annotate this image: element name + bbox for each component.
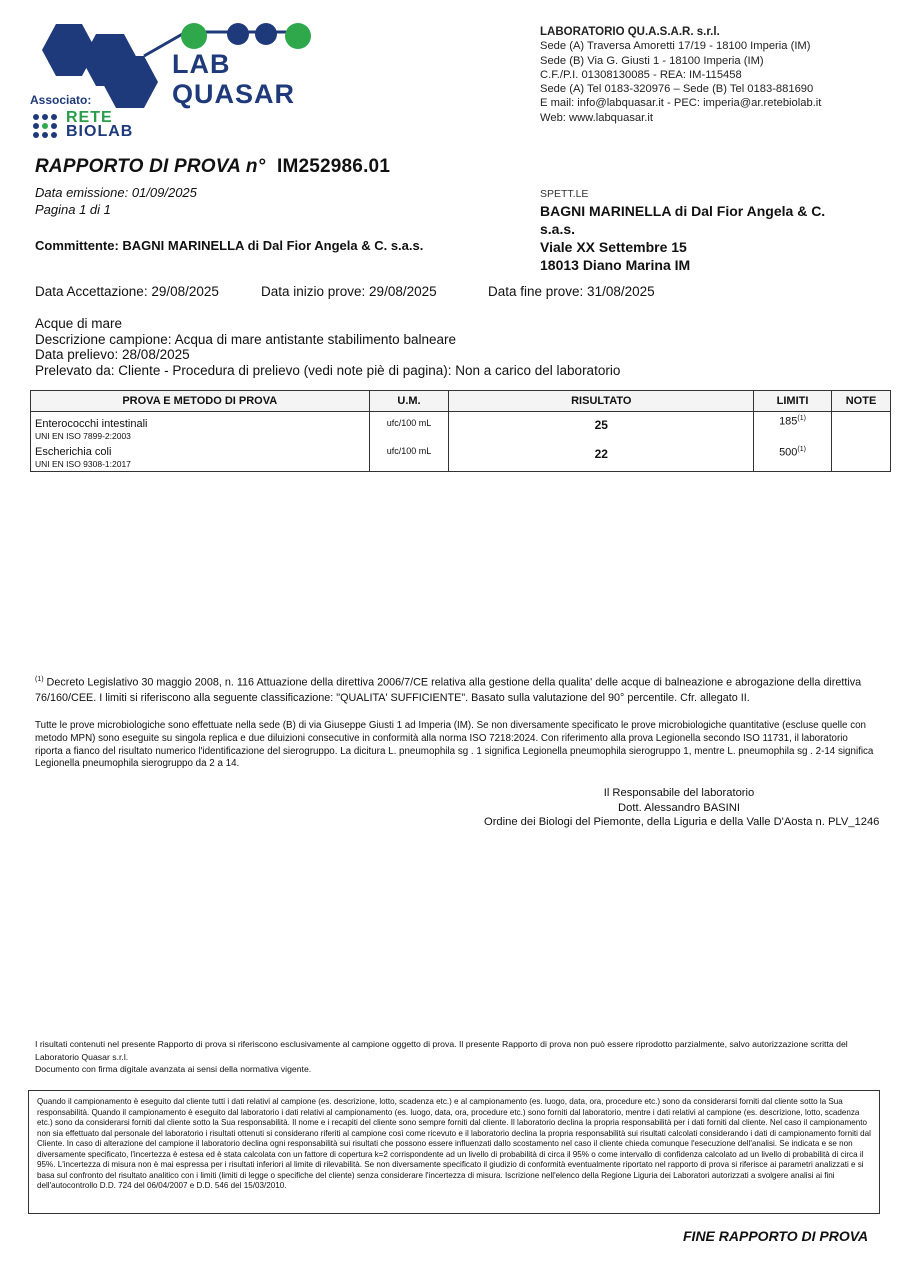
signature-block [484, 786, 880, 830]
recipient-name-2: s.a.s. [540, 221, 576, 237]
sample-date: Data prelievo: 28/08/2025 [35, 347, 190, 363]
signature-name: Dott. Alessandro BASINI [618, 801, 740, 814]
limit-value: 500 [779, 446, 798, 459]
report-meta [35, 184, 197, 218]
table-row [31, 443, 891, 472]
legal-notes-box: Quando il campionamento è eseguito dal cliente tutti i dati relativi al campione (es. descrizione, lotto, scadenza etc.) e al campionamento (es. luogo, data, ora, procedure etc.) sono da considerarsi forniti dal cliente sotto la Sua responsabilità. Quando il campionamento è eseguito dal laboratorio i dati relativi al campionamento (es. luogo, data, ora, procedure etc.) sono forniti dal laboratorio, mentre i dati relativi al campione (es. descrizione, lotto, scadenza etc.) sono da considerarsi forniti dal cliente sotto la Sua responsabilità. Il nome e i recapiti del cliente sono sempre forniti dal cliente. Il laboratorio declina la propria responsabilità per i dati forniti dal cliente. Nel caso il campionamento non sia effettuato dal personale del laboratorio i risultati ottenuti si considerano riferiti al campione così come ricevuto e il laboratorio declina la propria responsabilità sui risultati calcolati considerando i dati di campionamento forniti dal Cliente. In caso di alterazione del campione il laboratorio declina ogni responsabilità sui risultati che possono essere influenzati dallo scostamento nel caso il cliente chieda comunque l'esecuzione dell'analisi. Se indicata e se non diversamente specificato, l'incertezza è estesa ed è stata calcolata con un fattore di copertura k=2 corrispondente ad un livello di probabilità di circa il 95% o come intervallo di confidenza calcolato ad un livello di probabilità di circa il 95%. L'incertezza di misura non è mai espressa per i risultati inferiori al limite di rilevabilità. Se non diversamente specificato il giudizio di conformità eventualmente riportato nel rapporto di prova si riferisce ai parametri analizzati e si basa sul confronto del risultato analitico con i limiti (limiti di legge o specifiche del cliente) senza considerare l'incertezza di misura. Iscrizione nell'elenco della Regione Liguria dei Laboratori autorizzati a svolgere analisi ai fini dell'autocontrollo D.D. 724 del 06/04/2007 e D.D. 546 del 15/03/2010. [28, 1090, 880, 1214]
logo-lab-text: LAB [172, 49, 231, 79]
associato-label: Associato: [30, 93, 92, 107]
recipient-name: BAGNI MARINELLA di Dal Fior Angela & C. [540, 203, 826, 219]
lab-name: LABORATORIO QU.A.S.A.R. s.r.l. [540, 26, 720, 38]
method-name: UNI EN ISO 7899-2:2003 [35, 431, 131, 441]
committente: Committente: BAGNI MARINELLA di Dal Fior Angela & C. s.a.s. [35, 238, 424, 253]
limit-note-ref: (1) [797, 415, 806, 422]
date-start: Data inizio prove: 29/08/2025 [261, 284, 437, 299]
sample-description: Descrizione campione: Acqua di mare antistante stabilimento balneare [35, 331, 456, 347]
header-um: U.M. [369, 391, 449, 412]
end-of-report: FINE RAPPORTO DI PROVA [683, 1228, 869, 1244]
lab-info-line: Web: www.labquasar.it [540, 111, 653, 124]
unit: ufc/100 mL [386, 418, 432, 428]
report-title [35, 156, 390, 178]
lab-info-line: C.F./P.I. 01308130085 - REA: IM-115458 [540, 68, 742, 81]
spett-label: SPETT.LE [540, 188, 589, 200]
recipient-city: 18013 Diano Marina IM [540, 257, 691, 273]
disclaimer [35, 1038, 875, 1076]
result-value: 22 [594, 447, 608, 461]
limit-note-ref: (1) [797, 446, 806, 453]
page-number: Pagina 1 di 1 [35, 202, 111, 217]
recipient-street: Viale XX Settembre 15 [540, 239, 687, 255]
rete-biolab-icon [31, 112, 63, 140]
parameter-name: Escherichia coli [35, 446, 112, 458]
lab-info-line: Sede (B) Via G. Giusti 1 - 18100 Imperia (IM) [540, 54, 764, 67]
footnote-1 [35, 672, 865, 706]
unit: ufc/100 mL [386, 446, 432, 456]
biolab-text: BIOLAB [66, 123, 134, 140]
results-table [30, 390, 891, 472]
date-end: Data fine prove: 31/08/2025 [488, 284, 655, 299]
report-title-prefix: RAPPORTO DI PROVA n° [35, 156, 266, 177]
lab-info-line: Sede (A) Traversa Amoretti 17/19 - 18100 Imperia (IM) [540, 40, 811, 53]
signature-order: Ordine dei Biologi del Piemonte, della Liguria e della Valle D'Aosta n. PLV_1246 [484, 816, 880, 828]
limit-value: 185 [779, 415, 798, 428]
footnote-mark: (1) [35, 676, 44, 683]
disclaimer-text: I risultati contenuti nel presente Rapporto di prova si riferiscono esclusivamente al campione oggetto di prova. Il presente Rapporto di prova non può essere riprodotto parzialmente, salvo autorizzazione scritta del Laboratorio Quasar s.r.l. [35, 1039, 848, 1062]
lab-info-line: E mail: info@labquasar.it - PEC: imperia@ar.retebiolab.it [540, 97, 822, 110]
table-row [31, 412, 891, 444]
recipient-address [540, 202, 900, 274]
microbiology-note: Tutte le prove microbiologiche sono effettuate nella sede (B) di via Giuseppe Giusti 1 ad Imperia (IM). Se non diversamente specificato le prove microbiologiche quantitative (escluse quelle con metodo MPN) sono eseguite su singola replica e due diluizioni consecutive in conformità alla norma ISO 7218:2024. Con riferimento alla prova Legionella secondo ISO 11731, il laboratorio riporta a fianco del risultato numerico l'identificazione del sierogruppo. La dicitura L. pneumophila sg . 1 significa Legionella pneumophila sierogruppo 1, mentre L. pneumophila sg . 2-14 significa Legionella pneumophila sierogruppo da 2 a 14. [35, 720, 874, 770]
lab-info-line: Sede (A) Tel 0183-320976 – Sede (B) Tel 0183-881690 [540, 83, 814, 96]
report-number: IM252986.01 [276, 156, 391, 177]
header-notes: NOTE [832, 391, 891, 412]
sample-info [35, 316, 620, 378]
table-header-row [31, 391, 891, 412]
method-name: UNI EN ISO 9308-1:2017 [35, 459, 131, 469]
emission-date: Data emissione: 01/09/2025 [35, 185, 197, 200]
signature-role: Il Responsabile del laboratorio [603, 787, 755, 799]
sample-collected-by: Prelevato da: Cliente - Procedura di prelievo (vedi note piè di pagina): Non a carico del laboratorio [35, 362, 621, 378]
header-test: PROVA E METODO DI PROVA [31, 391, 370, 412]
sample-matrix: Acque di mare [35, 316, 123, 331]
parameter-name: Enterococchi intestinali [35, 418, 148, 430]
lab-info [540, 25, 821, 125]
header-result: RISULTATO [449, 391, 754, 412]
rete-text: RETE [66, 109, 113, 126]
footnote-1-text: Decreto Legislativo 30 maggio 2008, n. 116 Attuazione della direttiva 2006/7/CE relativa alla gestione della qualita' delle acque di balneazione e abrogazione della direttiva 76/160/CEE. I limiti si riferiscono alla seguente classificazione: "QUALITA' SUFFICIENTE". Basato sulla valutazione del 90° percentile. Cfr. allegato II. [35, 676, 862, 704]
result-value: 25 [594, 418, 608, 432]
header-limits: LIMITI [754, 391, 832, 412]
rete-biolab-text [66, 111, 133, 139]
digital-signature-note: Documento con firma digitale avanzata ai sensi della normativa vigente. [35, 1064, 312, 1074]
date-acceptance: Data Accettazione: 29/08/2025 [35, 284, 219, 299]
logo-quasar-text: QUASAR [172, 79, 296, 109]
